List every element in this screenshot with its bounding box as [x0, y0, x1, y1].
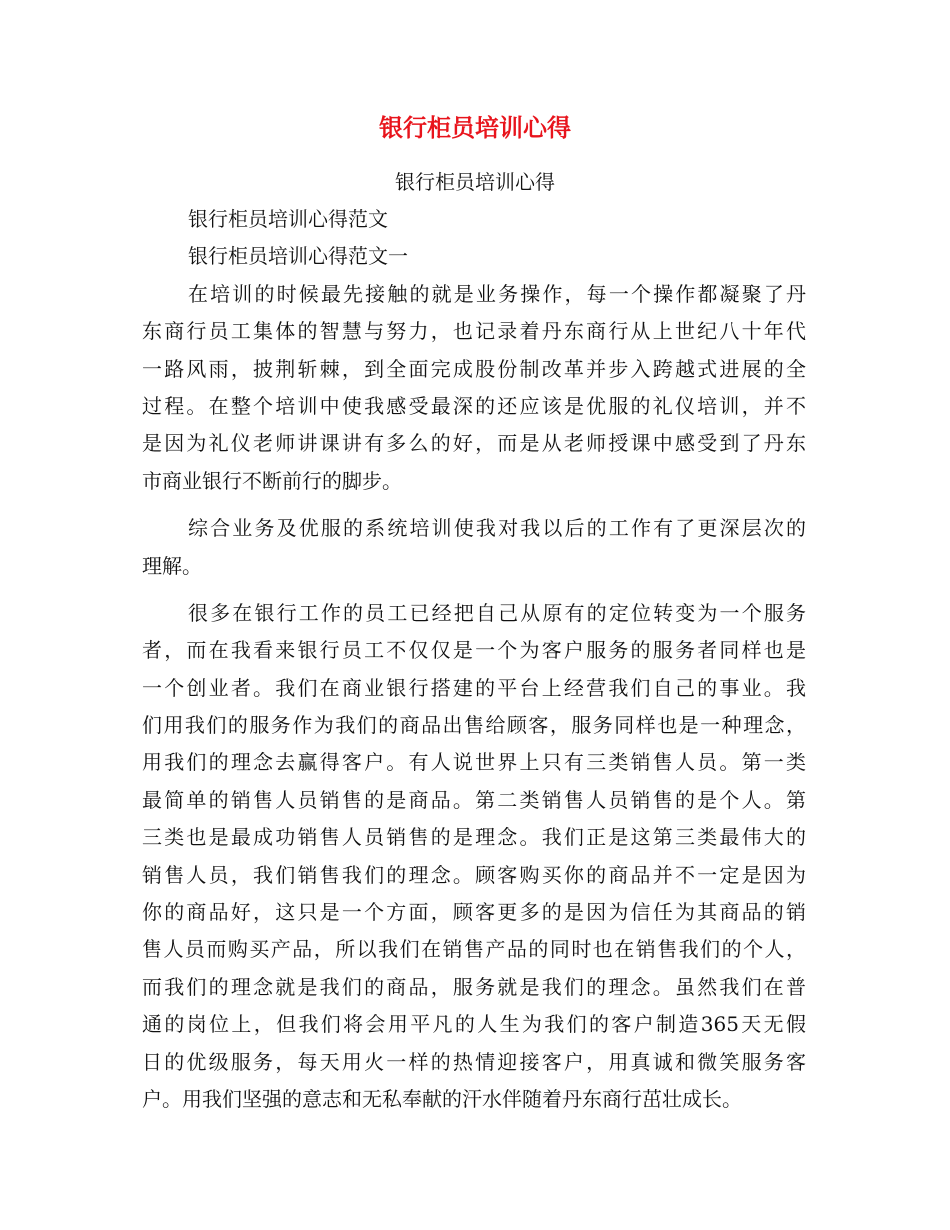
paragraph-line: 售人员而购买产品，所以我们在销售产品的同时也在销售我们的个人，: [142, 937, 806, 962]
paragraph: [142, 510, 806, 585]
paragraph-line: 而我们的理念就是我们的商品，服务就是我们的理念。虽然我们在普: [142, 974, 806, 999]
paragraph-line: 理解。: [142, 553, 202, 578]
paragraph-line: 者，而在我看来银行员工不仅仅是一个为客户服务的服务者同样也是: [142, 638, 806, 663]
paragraph-line: 综合业务及优服的系统培训使我对我以后的工作有了更深层次的: [188, 516, 806, 541]
paragraph-line: 用我们的理念去赢得客户。有人说世界上只有三类销售人员。第一类: [142, 750, 806, 775]
paragraph-line: 很多在银行工作的员工已经把自己从原有的定位转变为一个服务: [188, 600, 806, 625]
paragraph-line: 销售人员，我们销售我们的理念。顾客购买你的商品并不一定是因为: [142, 862, 806, 887]
paragraph: [142, 276, 806, 500]
document-subtitle: 银行柜员培训心得: [395, 170, 555, 194]
paragraph-line: 户。用我们坚强的意志和无私奉献的汗水伴随着丹东商行茁壮成长。: [142, 1086, 742, 1111]
paragraph-line: 三类也是最成功销售人员销售的是理念。我们正是这第三类最伟大的: [142, 825, 806, 850]
paragraph-line: 最简单的销售人员销售的是商品。第二类销售人员销售的是个人。第: [142, 787, 806, 812]
paragraph-gap: [142, 585, 806, 595]
document-title: 银行柜员培训心得: [379, 113, 571, 142]
document-body: [142, 201, 806, 1118]
paragraph-line: 们用我们的服务作为我们的商品出售给顾客，服务同样也是一种理念，: [142, 713, 806, 738]
section-heading: 银行柜员培训心得范文: [188, 207, 388, 231]
paragraph-line: 你的商品好，这只是一个方面，顾客更多的是因为信任为其商品的销: [142, 900, 806, 925]
paragraph-line: 市商业银行不断前行的脚步。: [142, 468, 402, 493]
paragraph-line: 在培训的时候最先接触的就是业务操作，每一个操作都凝聚了丹: [188, 281, 806, 306]
paragraph-line: 是因为礼仪老师讲课讲有多么的好，而是从老师授课中感受到了丹东: [142, 431, 806, 456]
paragraph-line: 东商行员工集体的智慧与努力，也记录着丹东商行从上世纪八十年代: [142, 319, 806, 344]
section-heading: 银行柜员培训心得范文一: [188, 244, 408, 269]
paragraph-line: 日的优级服务，每天用火一样的热情迎接客户，用真诚和微笑服务客: [142, 1049, 806, 1074]
paragraph-line: 一路风雨，披荆斩棘，到全面完成股份制改革并步入跨越式进展的全: [142, 356, 806, 381]
paragraph-gap: [142, 500, 806, 510]
paragraph: [142, 595, 806, 1118]
paragraph-line: 通的岗位上，但我们将会用平凡的人生为我们的客户制造365天无假: [142, 1012, 806, 1037]
paragraph-line: 一个创业者。我们在商业银行搭建的平台上经营我们自己的事业。我: [142, 675, 806, 700]
paragraph-line: 过程。在整个培训中使我感受最深的还应该是优服的礼仪培训，并不: [142, 393, 806, 418]
